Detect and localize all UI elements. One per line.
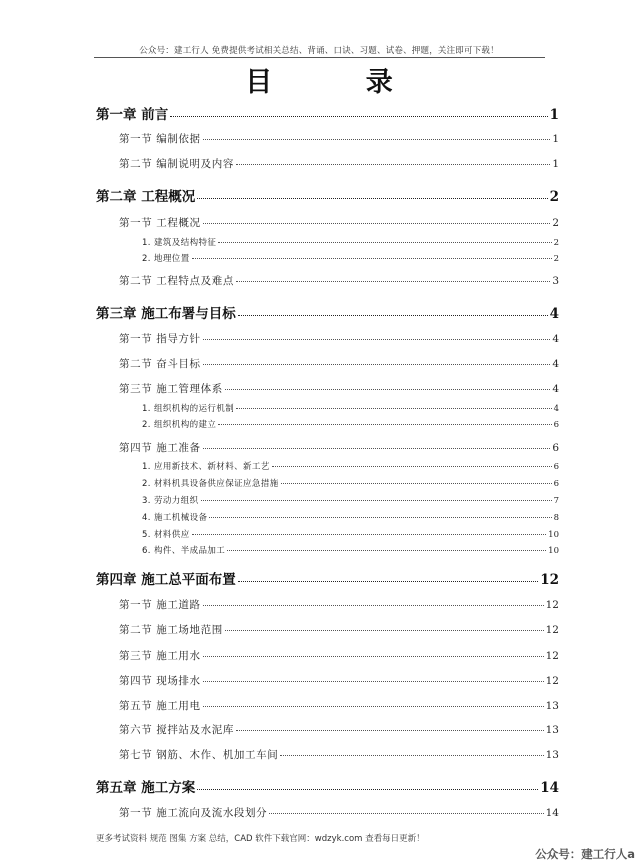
dot-leader <box>236 408 551 409</box>
toc-section-row[interactable] <box>119 673 559 687</box>
toc-chapter-label: 第一章 前言 <box>96 107 169 121</box>
toc-section-page-number: 1 <box>552 158 559 170</box>
toc-section-page-number: 4 <box>552 383 559 395</box>
toc-section-row[interactable] <box>119 622 559 636</box>
toc-section-label: 第一节 施工流向及流水段划分 <box>119 807 268 819</box>
toc-section-label: 第一节 施工道路 <box>119 599 201 611</box>
dot-leader <box>197 198 547 199</box>
toc-section-page-number: 13 <box>545 749 559 761</box>
toc-item-row[interactable] <box>142 402 559 414</box>
toc-item-label: 4. 施工机械设备 <box>142 513 208 523</box>
dot-leader <box>170 116 547 117</box>
dot-leader <box>203 605 544 606</box>
toc-section-label: 第一节 工程概况 <box>119 217 201 229</box>
toc-section-row[interactable] <box>119 440 559 454</box>
toc-chapter-page-number: 4 <box>549 306 559 320</box>
toc-item-row[interactable] <box>142 544 559 556</box>
dot-leader <box>203 364 551 365</box>
dot-leader <box>192 534 547 535</box>
toc-item-label: 1. 建筑及结构特征 <box>142 238 217 248</box>
toc-section-page-number: 12 <box>545 650 559 662</box>
toc-section-label: 第三节 施工管理体系 <box>119 383 223 395</box>
toc-section-label: 第五节 施工用电 <box>119 700 201 712</box>
toc-item-label: 5. 材料供应 <box>142 530 190 540</box>
dot-leader <box>272 466 552 467</box>
toc-item-page-number: 10 <box>548 530 559 540</box>
dot-leader <box>236 730 544 731</box>
toc-chapter-label: 第四章 施工总平面布置 <box>96 572 236 586</box>
toc-section-row[interactable] <box>119 698 559 712</box>
dot-leader <box>225 389 550 390</box>
toc-section-label: 第四节 现场排水 <box>119 675 201 687</box>
toc-section-row[interactable] <box>119 597 559 611</box>
toc-section-page-number: 14 <box>545 807 559 819</box>
dot-leader <box>203 656 544 657</box>
toc-item-page-number: 7 <box>553 496 559 506</box>
dot-leader <box>238 581 539 582</box>
dot-leader <box>236 164 550 165</box>
dot-leader <box>203 139 551 140</box>
page-footer-text: 更多考试资料 规范 图集 方案 总结，CAD 软件下载官网：wdzyk.com 查看每日更新！ <box>96 834 425 844</box>
toc-item-page-number: 6 <box>553 420 559 430</box>
dot-leader <box>218 424 551 425</box>
dot-leader <box>203 706 544 707</box>
dot-leader <box>238 315 548 316</box>
toc-chapter-row[interactable] <box>96 302 559 320</box>
toc-chapter-row[interactable] <box>96 776 559 794</box>
toc-section-row[interactable] <box>119 805 559 819</box>
toc-item-label: 1. 组织机构的运行机制 <box>142 404 235 414</box>
toc-item-row[interactable] <box>142 460 559 472</box>
header-divider <box>94 57 545 58</box>
toc-section-page-number: 2 <box>552 217 559 229</box>
toc-item-page-number: 10 <box>548 546 559 556</box>
toc-item-page-number: 6 <box>553 462 559 472</box>
dot-leader <box>218 242 551 243</box>
toc-section-page-number: 3 <box>552 275 559 287</box>
toc-section-label: 第二节 施工场地范围 <box>119 624 223 636</box>
dot-leader <box>203 339 551 340</box>
dot-leader <box>269 813 543 814</box>
toc-chapter-label: 第五章 施工方案 <box>96 780 196 794</box>
toc-section-label: 第一节 指导方针 <box>119 333 201 345</box>
toc-section-row[interactable] <box>119 747 559 761</box>
toc-item-row[interactable] <box>142 252 559 264</box>
toc-item-label: 3. 劳动力组织 <box>142 496 199 506</box>
toc-section-row[interactable] <box>119 131 559 145</box>
dot-leader <box>281 483 552 484</box>
toc-section-row[interactable] <box>119 156 559 170</box>
toc-chapter-row[interactable] <box>96 185 559 203</box>
toc-section-page-number: 13 <box>545 700 559 712</box>
toc-section-label: 第三节 施工用水 <box>119 650 201 662</box>
toc-item-row[interactable] <box>142 494 559 506</box>
toc-item-label: 6. 构件、半成品加工 <box>142 546 226 556</box>
toc-section-label: 第二节 编制说明及内容 <box>119 158 234 170</box>
toc-section-row[interactable] <box>119 648 559 662</box>
toc-section-page-number: 4 <box>552 358 559 370</box>
toc-chapter-page-number: 14 <box>540 780 559 794</box>
dot-leader <box>280 755 543 756</box>
toc-chapter-row[interactable] <box>96 103 559 121</box>
page-header-text: 公众号：建工行人 免费提供考试相关总结、背诵、口诀、习题、试卷、押题，关注即可下载！ <box>139 46 499 56</box>
toc-item-label: 2. 地理位置 <box>142 254 190 264</box>
dot-leader <box>227 550 546 551</box>
toc-item-row[interactable] <box>142 236 559 248</box>
dot-leader <box>236 281 550 282</box>
toc-item-label: 2. 组织机构的建立 <box>142 420 217 430</box>
dot-leader <box>197 789 538 790</box>
dot-leader <box>225 630 544 631</box>
toc-section-page-number: 13 <box>545 724 559 736</box>
toc-section-row[interactable] <box>119 215 559 229</box>
toc-section-row[interactable] <box>119 722 559 736</box>
dot-leader <box>203 448 551 449</box>
toc-item-label: 2. 材料机具设备供应保证应急措施 <box>142 479 279 489</box>
toc-item-label: 1. 应用新技术、新材料、新工艺 <box>142 462 270 472</box>
toc-chapter-page-number: 2 <box>549 189 559 203</box>
toc-item-page-number: 2 <box>553 254 559 264</box>
toc-chapter-page-number: 1 <box>549 107 559 121</box>
toc-item-row[interactable] <box>142 511 559 523</box>
toc-chapter-label: 第三章 施工布署与目标 <box>96 306 236 320</box>
toc-chapter-page-number: 12 <box>540 572 559 586</box>
toc-chapter-row[interactable] <box>96 568 559 586</box>
toc-chapter-label: 第二章 工程概况 <box>96 189 196 203</box>
toc-item-page-number: 4 <box>553 404 559 414</box>
toc-section-label: 第七节 钢筋、木作、机加工车间 <box>119 749 279 761</box>
toc-section-label: 第六节 搅拌站及水泥库 <box>119 724 234 736</box>
dot-leader <box>192 258 552 259</box>
toc-item-row[interactable] <box>142 477 559 489</box>
watermark-text: 公众号：建工行人a <box>535 847 635 861</box>
toc-section-row[interactable] <box>119 381 559 395</box>
toc-section-label: 第二节 工程特点及难点 <box>119 275 234 287</box>
toc-item-row[interactable] <box>142 528 559 540</box>
toc-section-page-number: 12 <box>545 599 559 611</box>
toc-item-page-number: 8 <box>553 513 559 523</box>
toc-section-page-number: 4 <box>552 333 559 345</box>
dot-leader <box>209 517 551 518</box>
toc-section-page-number: 1 <box>552 133 559 145</box>
toc-section-page-number: 12 <box>545 675 559 687</box>
toc-section-label: 第二节 奋斗目标 <box>119 358 201 370</box>
toc-item-page-number: 6 <box>553 479 559 489</box>
toc-item-page-number: 2 <box>553 238 559 248</box>
toc-section-label: 第一节 编制依据 <box>119 133 201 145</box>
toc-section-row[interactable] <box>119 356 559 370</box>
toc-section-label: 第四节 施工准备 <box>119 442 201 454</box>
toc-section-row[interactable] <box>119 273 559 287</box>
toc-section-page-number: 6 <box>552 442 559 454</box>
page-title: 目 录 <box>245 67 435 98</box>
dot-leader <box>203 681 544 682</box>
toc-section-page-number: 12 <box>545 624 559 636</box>
toc-item-row[interactable] <box>142 418 559 430</box>
dot-leader <box>201 500 552 501</box>
toc-section-row[interactable] <box>119 331 559 345</box>
dot-leader <box>203 223 551 224</box>
